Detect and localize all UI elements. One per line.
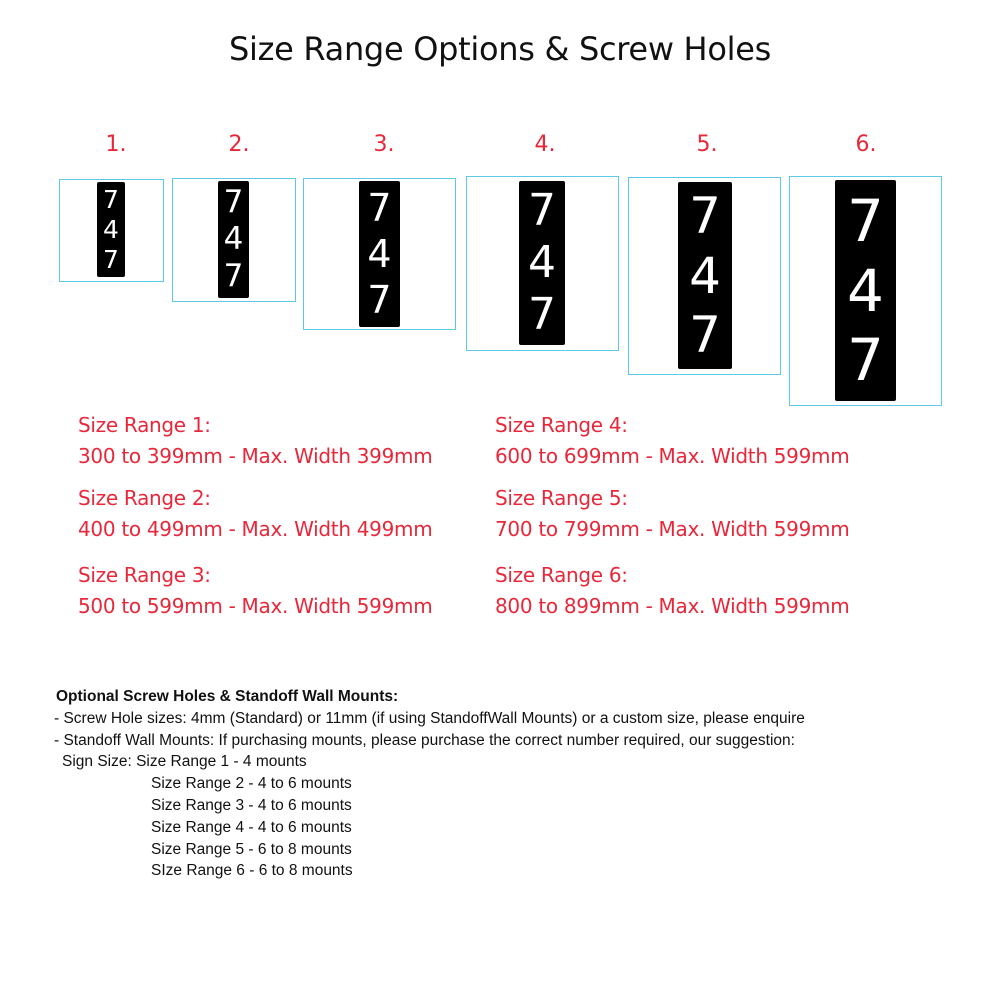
- plate-digit: 7: [223, 184, 244, 220]
- mount-suggestion: Sign Size: Size Range 1 - 4 mounts: [62, 753, 307, 771]
- mount-suggestion: Size Range 2 - 4 to 6 mounts: [151, 775, 352, 793]
- size-range-detail: 700 to 799mm - Max. Width 599mm: [495, 517, 850, 541]
- size-range-2: [78, 483, 432, 545]
- sign-plate-3: [359, 181, 400, 327]
- plate-digit: 7: [528, 185, 556, 236]
- page-title: Size Range Options & Screw Holes: [229, 30, 771, 68]
- mount-suggestion: Size Range 4 - 4 to 6 mounts: [151, 818, 352, 836]
- option-number-2: 2.: [228, 132, 250, 157]
- plate-digit: 7: [367, 186, 392, 230]
- size-range-detail: 400 to 499mm - Max. Width 499mm: [78, 517, 433, 541]
- sign-plate-4: [519, 181, 565, 345]
- sign-plate-6: [835, 180, 896, 401]
- size-range-4: [495, 410, 849, 472]
- mount-suggestion: Size Range 3 - 4 to 6 mounts: [151, 796, 352, 814]
- size-range-3: [78, 560, 432, 622]
- size-range-detail: 800 to 899mm - Max. Width 599mm: [495, 594, 850, 618]
- plate-digit: 7: [103, 185, 119, 214]
- plate-digit: 7: [847, 186, 884, 255]
- size-range-5: [495, 483, 849, 545]
- size-range-detail: 300 to 399mm - Max. Width 399mm: [78, 444, 433, 468]
- plate-digit: 7: [528, 289, 556, 340]
- plate-digit: 4: [223, 221, 244, 257]
- size-range-6: [495, 560, 849, 622]
- screw-hole-note: - Screw Hole sizes: 4mm (Standard) or 11mm (if using StandoffWall Mounts) or a custom size, please enquire: [54, 709, 805, 727]
- mounting-notes: [56, 686, 976, 882]
- option-number-4: 4.: [534, 132, 556, 157]
- plate-digit: 4: [528, 237, 556, 288]
- notes-heading: Optional Screw Holes & Standoff Wall Mounts:: [56, 688, 399, 705]
- plate-digit: 7: [689, 187, 721, 246]
- size-range-heading: Size Range 2:: [78, 486, 211, 510]
- sign-plate-2: [218, 181, 249, 298]
- plate-digit: 7: [223, 258, 244, 294]
- size-range-detail: 500 to 599mm - Max. Width 599mm: [78, 594, 433, 618]
- plate-digit: 7: [103, 245, 119, 274]
- plate-digit: 4: [847, 256, 884, 325]
- option-number-3: 3.: [373, 132, 395, 157]
- size-range-1: [78, 410, 432, 472]
- plate-digit: 7: [367, 278, 392, 322]
- plate-digit: 7: [689, 305, 721, 364]
- option-number-6: 6.: [855, 132, 877, 157]
- sign-plate-1: [97, 182, 125, 277]
- plate-digit: 4: [103, 215, 119, 244]
- mount-suggestion: Size Range 5 - 6 to 8 mounts: [151, 840, 352, 858]
- size-range-heading: Size Range 3:: [78, 563, 211, 587]
- standoff-note: - Standoff Wall Mounts: If purchasing mounts, please purchase the correct number required, our suggestion:: [54, 731, 795, 749]
- size-range-detail: 600 to 699mm - Max. Width 599mm: [495, 444, 850, 468]
- option-number-1: 1.: [105, 132, 127, 157]
- plate-digit: 4: [689, 246, 721, 305]
- plate-digit: 4: [367, 232, 392, 276]
- plate-digit: 7: [847, 326, 884, 395]
- size-range-heading: Size Range 1:: [78, 413, 211, 437]
- mount-suggestion: SIze Range 6 - 6 to 8 mounts: [151, 862, 353, 880]
- sign-plate-5: [678, 182, 732, 369]
- option-number-5: 5.: [696, 132, 718, 157]
- size-range-heading: Size Range 4:: [495, 413, 628, 437]
- size-range-heading: Size Range 5:: [495, 486, 628, 510]
- size-range-heading: Size Range 6:: [495, 563, 628, 587]
